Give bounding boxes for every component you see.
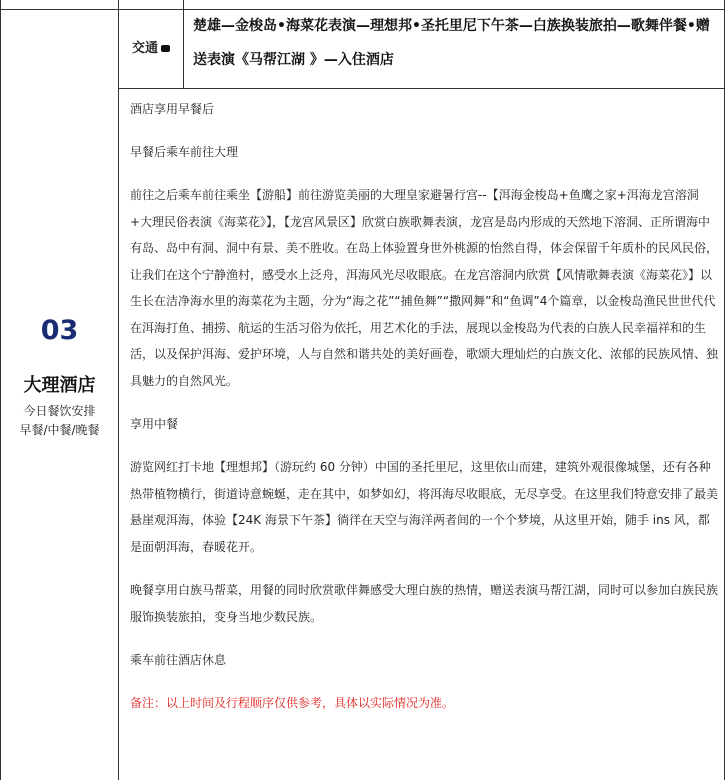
day-hotel-title: 大理酒店 bbox=[23, 375, 96, 396]
itinerary-note: 备注：以上时间及行程顺序仅供参考，具体以实际情况为准。 bbox=[130, 696, 455, 710]
itinerary-content bbox=[130, 96, 718, 717]
day-column-divider bbox=[118, 0, 119, 780]
itinerary-item: 游览网红打卡地【理想邦】（游玩约 60 分钟）中国的圣托里尼，这里依山而建，建筑外观很像城堡，还有各种热带植物横行，街道诗意蜿蜒，走在其中，如梦如幻，将洱海尽收眼底，无尽享受。在这里我们特意安排了最美悬崖观洱海，体验【24K 海景下午茶】徜徉在天空与海洋两者间的一个个梦境，从这里开始，随手 ins 风，都是面朝洱海，春暖花开。 bbox=[130, 460, 719, 554]
itinerary-item: 早餐后乘车前往大理 bbox=[130, 145, 239, 159]
itinerary-item: 酒店享用早餐后 bbox=[130, 102, 215, 116]
meals-value: 早餐/中餐/晚餐 bbox=[19, 423, 100, 437]
itinerary-item: 乘车前往酒店休息 bbox=[130, 653, 227, 667]
transport-label-divider bbox=[183, 0, 184, 89]
route-row-border bbox=[118, 88, 725, 89]
day-column bbox=[1, 9, 118, 780]
itinerary-item: 晚餐享用白族马帮菜，用餐的同时欣赏歌伴舞感受大理白族的热情，赠送表演马帮江湖，同时可以参加白族民族服饰换装旅拍，变身当地少数民族。 bbox=[130, 583, 719, 624]
day-number: 03 bbox=[40, 315, 79, 346]
transport-label-text: 交通 bbox=[132, 41, 159, 56]
route-title: 楚雄—金梭岛•海菜花表演—理想邦•圣托里尼下午茶—白族换装旅拍—歌舞伴餐•赠送表演《马帮江湖 》—入住酒店 bbox=[193, 18, 710, 68]
meals-label: 今日餐饮安排 bbox=[23, 404, 96, 418]
itinerary-item: 前往之后乘车前往乘坐【游船】前往游览美丽的大理皇家避暑行宫--【洱海金梭岛+鱼鹰之家+洱海龙宫溶洞+大理民俗表演《海菜花》】，【龙宫风景区】欣赏白族歌舞表演，龙宫是岛内形成的天然地下溶洞、正所谓海中有岛、岛中有洞、洞中有景、美不胜收。在岛上体验置身世外桃源的怡然自得，体会保留千年质朴的民风民俗，让我们在这个宁静渔村，感受水上泛舟，洱海风光尽收眼底。在龙宫溶洞内欣赏【风情歌舞表演《海菜花》】以生长在洁净海水里的海菜花为主题，分为“海之花”“捕鱼舞”“撒网舞”和“鱼调”4个篇章，以金梭岛渔民世世代代在洱海打鱼、捕捞、航运的生活习俗为依托，用艺术化的手法，展现以金梭岛为代表的白族人民幸福祥和的生活，以及保护洱海、爱护环境，人与自然和谐共处的美好画卷，歌颂大理灿烂的白族文化、浓郁的民族风情、独具魅力的自然风光。 bbox=[130, 188, 719, 388]
itinerary-item: 享用中餐 bbox=[130, 417, 179, 431]
car-icon bbox=[161, 45, 170, 52]
transport-label bbox=[132, 37, 170, 56]
